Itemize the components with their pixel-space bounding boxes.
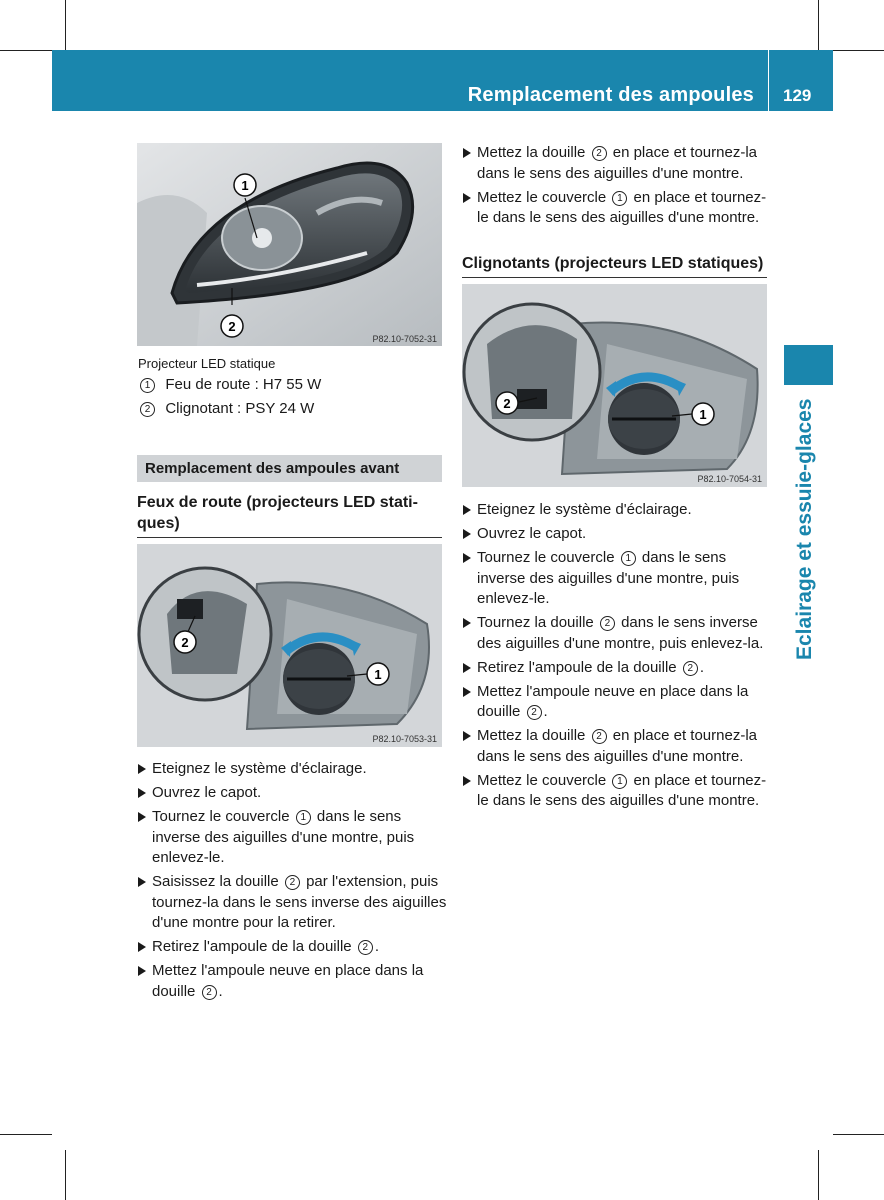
callout-2-label: 2 xyxy=(181,635,189,650)
step-text: Tournez la douille xyxy=(477,614,598,631)
step-text: Eteignez le système d'éclairage. xyxy=(152,760,367,777)
legend-list xyxy=(138,373,321,421)
number-2-icon: 2 xyxy=(683,661,698,676)
crop-mark xyxy=(0,50,52,51)
step-text: Mettez la douille xyxy=(477,727,590,744)
step-text: en place et tournez-le dans le sens des aiguilles d'une montre. xyxy=(477,771,767,809)
step-item xyxy=(462,726,774,767)
figure-indicators xyxy=(462,284,767,487)
crop-mark xyxy=(833,50,884,51)
step-item xyxy=(137,783,447,804)
callout-2-label: 2 xyxy=(503,396,511,411)
side-tab-label: Eclairage et essuie-glaces xyxy=(793,398,816,660)
step-item xyxy=(462,188,772,229)
crop-mark xyxy=(818,1150,819,1200)
legend-text: Clignotant : PSY 24 W xyxy=(165,400,315,417)
step-text: Mettez la douille xyxy=(477,144,590,161)
step-text: Ouvrez le capot. xyxy=(152,784,262,801)
step-item xyxy=(462,143,772,184)
step-item xyxy=(137,759,447,780)
crop-mark xyxy=(65,0,66,50)
step-text: Tournez le couvercle xyxy=(152,808,294,825)
number-2-icon: 2 xyxy=(140,402,155,417)
section-heading xyxy=(137,455,442,482)
number-2-icon: 2 xyxy=(358,940,373,955)
step-text: en place et tournez-la dans le sens des aiguilles d'une montre. xyxy=(477,727,757,765)
step-text: dans le sens inverse des aiguilles d'une montre, puis enlevez-le. xyxy=(477,549,740,607)
step-text: dans le sens inverse des aiguilles d'une montre, puis enlevez-le. xyxy=(152,808,415,866)
section-heading-text: Remplacement des ampoules avant xyxy=(145,460,400,477)
crop-mark xyxy=(833,1134,884,1135)
number-2-icon: 2 xyxy=(202,985,217,1000)
step-text: . xyxy=(374,938,379,955)
legend-item xyxy=(138,373,321,397)
left-steps-list xyxy=(137,759,447,1006)
step-text: Eteignez le système d'éclairage. xyxy=(477,501,692,518)
step-text: Mettez le couvercle xyxy=(477,771,611,789)
step-item xyxy=(462,524,774,545)
step-item xyxy=(137,961,447,1002)
subheading-high-beam: Feux de route (projecteurs LED stati- ques) xyxy=(137,492,442,538)
figure-high-beam xyxy=(137,544,442,747)
step-text: Mettez le couvercle xyxy=(477,188,611,206)
step-text: . xyxy=(543,703,548,720)
step-item xyxy=(137,807,447,869)
step-text: Retirez l'ampoule de la douille xyxy=(477,658,681,676)
figure-caption: Projecteur LED statique xyxy=(138,356,276,371)
step-text: Ouvrez le capot. xyxy=(477,525,587,542)
step-item xyxy=(462,771,774,812)
crop-mark xyxy=(65,1150,66,1200)
number-2-icon: 2 xyxy=(600,616,615,631)
number-1-icon: 1 xyxy=(612,191,627,206)
crop-mark xyxy=(0,1134,52,1135)
step-item xyxy=(462,500,774,521)
number-2-icon: 2 xyxy=(592,146,607,161)
step-text: Tournez le couvercle xyxy=(477,549,619,566)
figure-code: P82.10-7054-31 xyxy=(697,474,762,484)
step-text: par l'extension, puis tournez-la dans le sens inverse des aiguilles d'une montre pour la retirer. xyxy=(152,873,447,931)
step-item xyxy=(462,658,774,679)
number-2-icon: 2 xyxy=(285,875,300,890)
figure-code: P82.10-7052-31 xyxy=(372,334,437,344)
step-text: en place et tournez-le dans le sens des aiguilles d'une montre. xyxy=(477,188,767,226)
number-1-icon: 1 xyxy=(140,378,155,393)
step-text: en place et tournez-la dans le sens des aiguilles d'une montre. xyxy=(477,144,757,182)
step-text: Retirez l'ampoule de la douille xyxy=(152,938,356,955)
step-text: Mettez l'ampoule neuve en place dans la douille xyxy=(477,682,749,720)
step-item xyxy=(137,872,447,934)
right-steps-list xyxy=(462,500,774,815)
legend-text: Feu de route : H7 55 W xyxy=(165,376,322,393)
callout-1-label: 1 xyxy=(374,667,382,682)
step-text: . xyxy=(699,658,704,676)
number-1-icon: 1 xyxy=(621,551,636,566)
number-1-icon: 1 xyxy=(612,774,627,789)
step-item xyxy=(462,548,774,610)
figure-headlamp xyxy=(137,143,442,346)
legend-item xyxy=(138,397,321,421)
callout-1-label: 1 xyxy=(699,407,707,422)
figure-code: P82.10-7053-31 xyxy=(372,734,437,744)
page-number-box xyxy=(769,50,833,111)
number-1-icon: 1 xyxy=(296,810,311,825)
step-item xyxy=(462,682,774,723)
step-item xyxy=(462,613,774,654)
number-2-icon: 2 xyxy=(527,705,542,720)
number-2-icon: 2 xyxy=(592,729,607,744)
callout-2-label: 2 xyxy=(228,319,236,334)
step-item xyxy=(137,937,447,958)
subheading-indicators: Clignotants (projecteurs LED statiques) xyxy=(462,253,767,278)
callout-1-label: 1 xyxy=(241,178,249,193)
step-text: dans le sens inverse des aiguilles d'une montre, puis enlevez-la. xyxy=(477,614,764,652)
header-bar xyxy=(52,50,768,111)
page-title: Remplacement des ampoules xyxy=(467,84,754,106)
step-text: Mettez l'ampoule neuve en place dans la douille xyxy=(152,962,424,1000)
page-number: 129 xyxy=(783,86,812,105)
right-top-steps-list xyxy=(462,143,772,232)
step-text: . xyxy=(218,982,223,1000)
crop-mark xyxy=(818,0,819,50)
step-text: Saisissez la douille xyxy=(152,873,283,890)
